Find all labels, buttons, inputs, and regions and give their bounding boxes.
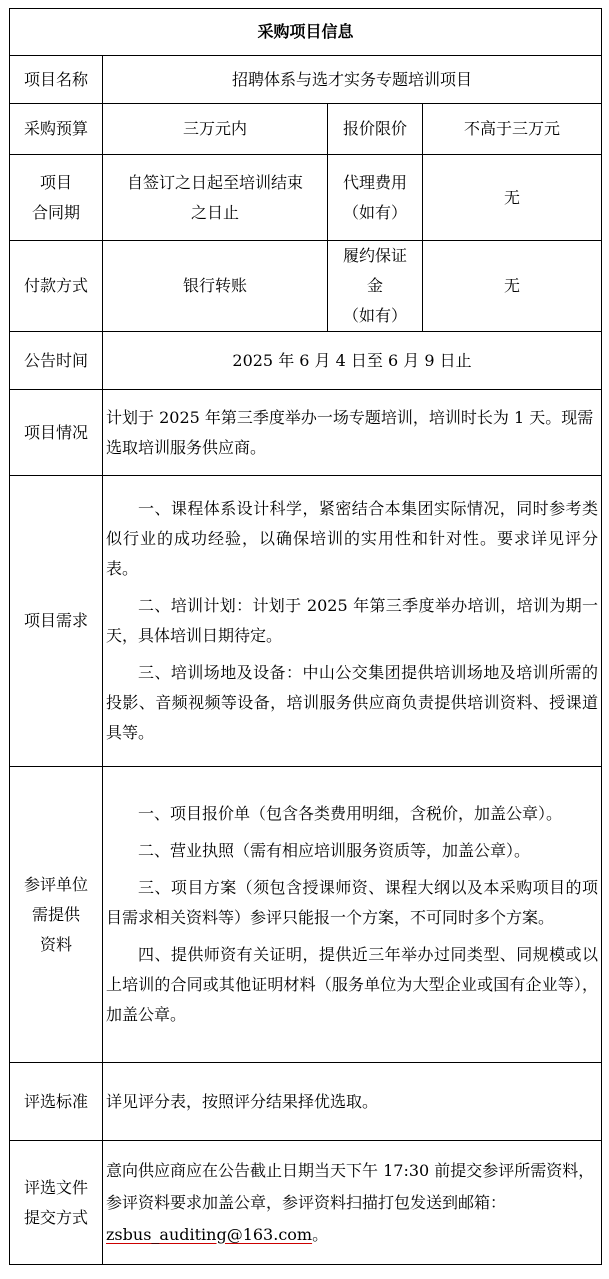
project-name-label: 项目名称 (10, 56, 103, 104)
materials-label-line1: 参评单位 (23, 874, 88, 894)
contract-row (10, 155, 602, 241)
contract-period-label-line2: 合同期 (31, 202, 80, 222)
table-title: 采购项目信息 (10, 9, 602, 56)
notice-time-label: 公告时间 (10, 332, 103, 390)
materials-label-line2: 需提供 (31, 904, 80, 924)
criteria-label: 评选标准 (10, 1063, 103, 1141)
submission-text: 意向供应商应在公告截止日期当天下午 17:30 前提交参评所需资料，参评资料要求加盖公章，参评资料扫描打包发送到邮箱： (106, 1160, 595, 1212)
budget-label: 采购预算 (10, 104, 103, 155)
performance-bond-label-line2: 金 (366, 276, 383, 295)
price-limit-value: 不高于三万元 (423, 104, 602, 155)
needs-paragraph-3: 三、培训场地及设备：中山公交集团提供培训场地及培训所需的投影、音频视频等设备，培训服务供应商负责提供培训资料、授课道具等。 (106, 663, 599, 742)
performance-bond-label-line1: 履约保证 (342, 246, 407, 265)
payment-row (10, 241, 602, 332)
contract-period-value-line1: 自签订之日起至培训结束 (126, 172, 303, 192)
needs-paragraph-2: 二、培训计划：计划于 2025 年第三季度举办培训，培训为期一天，具体培训日期待定。 (106, 596, 599, 645)
contract-period-label-line1: 项目 (39, 172, 72, 192)
price-limit-label: 报价限价 (328, 104, 423, 155)
criteria-value: 详见评分表，按照评分结果择优选取。 (103, 1063, 602, 1141)
project-needs-label: 项目需求 (10, 476, 103, 767)
title-row (10, 9, 602, 56)
agency-fee-label-line2: （如有） (342, 202, 407, 222)
agency-fee-label-line1: 代理费用 (342, 172, 407, 192)
submission-value (103, 1141, 602, 1265)
submission-end: 。 (312, 1224, 329, 1244)
project-name-value: 招聘体系与选才实务专题培训项目 (103, 56, 602, 104)
contract-period-label (10, 155, 103, 241)
notice-row (10, 332, 602, 390)
criteria-row (10, 1063, 602, 1141)
needs-paragraph-1: 一、课程体系设计科学，紧密结合本集团实际情况，同时参考类似行业的成功经验，以确保培训的实用性和针对性。要求详见评分表。 (106, 499, 599, 578)
project-needs-value (103, 476, 602, 767)
situation-row (10, 390, 602, 476)
materials-paragraph-1: 一、项目报价单（包含各类费用明细，含税价，加盖公章）。 (138, 804, 563, 823)
submission-email-link[interactable]: zsbus_auditing@163.com (106, 1224, 313, 1244)
procurement-info-table (9, 8, 602, 1265)
payment-method-label: 付款方式 (10, 241, 103, 332)
materials-value (103, 767, 602, 1063)
contract-period-value (103, 155, 328, 241)
contract-period-value-line2: 之日止 (190, 202, 239, 222)
project-situation-label: 项目情况 (10, 390, 103, 476)
performance-bond-value: 无 (423, 241, 602, 332)
project-situation-value: 计划于 2025 年第三季度举办一场专题培训，培训时长为 1 天。现需选取培训服务供应商。 (103, 390, 602, 476)
needs-row (10, 476, 602, 767)
project-name-row (10, 56, 602, 104)
agency-fee-label (328, 155, 423, 241)
performance-bond-label-line3: （如有） (342, 306, 407, 325)
agency-fee-value: 无 (423, 155, 602, 241)
submission-label-line2: 提交方式 (23, 1207, 88, 1227)
materials-paragraph-2: 二、营业执照（需有相应培训服务资质等，加盖公章）。 (138, 841, 531, 860)
budget-value: 三万元内 (103, 104, 328, 155)
notice-time-value: 2025 年 6 月 4 日至 6 月 9 日止 (103, 332, 602, 390)
budget-row (10, 104, 602, 155)
materials-paragraph-4: 四、提供师资有关证明，提供近三年举办过同类型、同规模或以上培训的合同或其他证明材料（服务单位为大型企业或国有企业等），加盖公章。 (106, 945, 599, 1024)
materials-label (10, 767, 103, 1063)
materials-label-line3: 资料 (39, 934, 72, 954)
materials-row (10, 767, 602, 1063)
submission-label-line1: 评选文件 (23, 1177, 88, 1197)
materials-paragraph-3: 三、项目方案（须包含授课师资、课程大纲以及本采购项目的项目需求相关资料等）参评只能报一个方案，不可同时多个方案。 (106, 878, 599, 927)
performance-bond-label (328, 241, 423, 332)
payment-method-value: 银行转账 (103, 241, 328, 332)
submission-label (10, 1141, 103, 1265)
submission-row (10, 1141, 602, 1265)
